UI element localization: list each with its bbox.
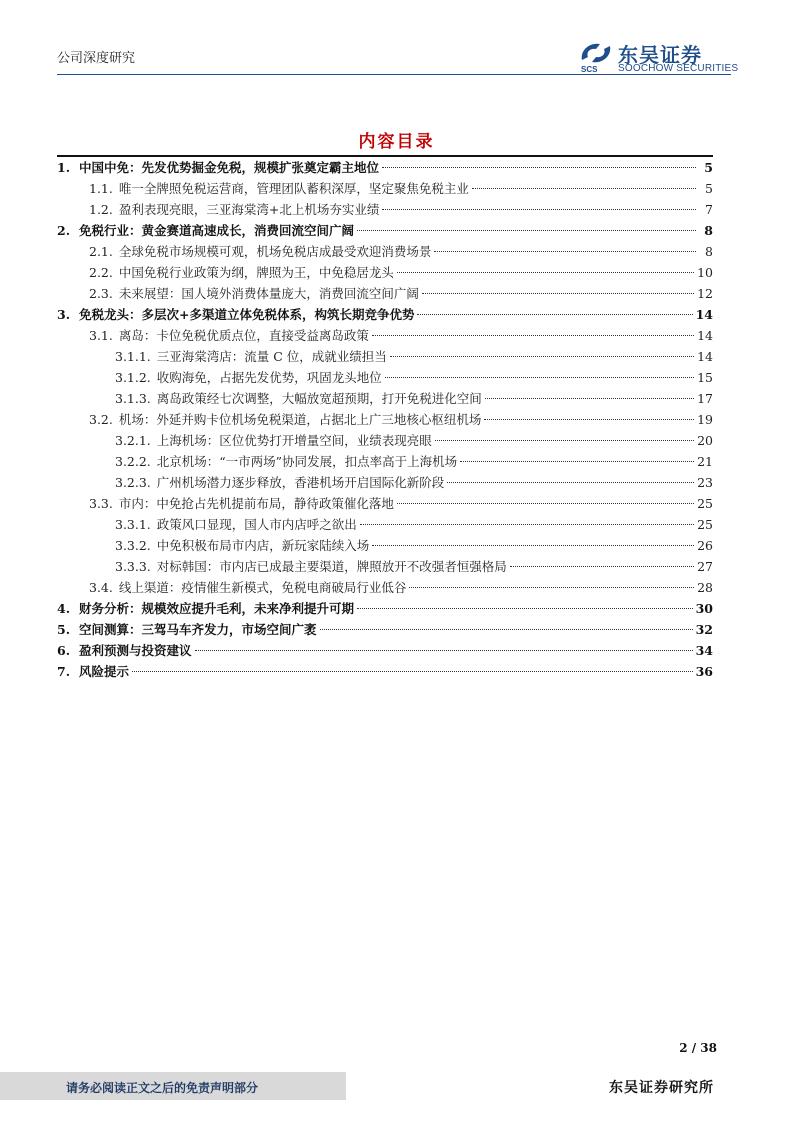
toc-dot-leader — [397, 272, 694, 273]
toc-dot-leader — [434, 251, 696, 252]
brand-logo — [578, 38, 738, 78]
toc-entry[interactable] — [57, 493, 713, 514]
toc-dot-leader — [372, 335, 694, 336]
toc-entry-title: 免税龙头：多层次+多渠道立体免税体系，构筑长期竞争优势 — [79, 307, 415, 322]
toc-dot-leader — [195, 650, 693, 651]
toc-entry-page: 26 — [697, 538, 713, 553]
toc-entry-title: 政策风口显现，国人市内店呼之欲出 — [156, 517, 357, 532]
toc-entry-page: 5 — [705, 181, 713, 196]
toc-entry-page: 10 — [697, 265, 713, 280]
toc-entry[interactable] — [57, 346, 713, 367]
toc-entry-page: 21 — [697, 454, 713, 469]
toc-entry[interactable] — [57, 430, 713, 451]
toc-entry-title: 北京机场：“一市两场”协同发展，扣点率高于上海机场 — [156, 454, 458, 469]
toc-entry-page: 25 — [697, 517, 713, 532]
toc-entry-page: 15 — [697, 370, 713, 385]
page-number: 2 / 38 — [679, 1041, 717, 1055]
toc-entry-title: 空间测算：三驾马车齐发力，市场空间广袤 — [79, 622, 317, 637]
toc-entry-number: 3.1.1. — [115, 349, 151, 364]
toc-dot-leader — [435, 440, 694, 441]
toc-entry-title: 上海机场：区位优势打开增量空间，业绩表现亮眼 — [156, 433, 432, 448]
toc-entry-title: 财务分析：规模效应提升毛利，未来净利提升可期 — [79, 601, 355, 616]
toc-entry-number: 1.1. — [89, 181, 113, 196]
toc-entry-page: 32 — [695, 622, 713, 637]
toc-entry-title: 机场：外延并购卡位机场免税渠道，占据北上广三地核心枢纽机场 — [118, 412, 482, 427]
toc-entry-title: 唯一全牌照免税运营商，管理团队蓄积深厚，坚定聚焦免税主业 — [118, 181, 469, 196]
toc-entry[interactable] — [57, 409, 713, 430]
toc-entry-number: 3. — [57, 307, 71, 322]
toc-dot-leader — [397, 503, 694, 504]
toc-dot-leader — [357, 230, 696, 231]
toc-entry-number: 3.1.3. — [115, 391, 151, 406]
toc-entry-page: 12 — [697, 286, 713, 301]
toc-entry[interactable] — [57, 640, 713, 661]
toc-dot-leader — [390, 356, 694, 357]
toc-entry[interactable] — [57, 514, 713, 535]
toc-entry[interactable] — [57, 262, 713, 283]
toc-entry-title: 广州机场潜力逐步释放，香港机场开启国际化新阶段 — [156, 475, 445, 490]
toc-entry[interactable] — [57, 178, 713, 199]
logo-english-name: SOOCHOW SECURITIES — [618, 63, 739, 74]
report-category: 公司深度研究 — [57, 51, 136, 66]
toc-dot-leader — [460, 461, 694, 462]
toc-dot-leader — [132, 671, 693, 672]
toc-entry-number: 3.2.1. — [115, 433, 151, 448]
toc-dot-leader — [382, 209, 696, 210]
logo-chinese-name: 东吴证券 — [618, 43, 702, 67]
toc-entry-number: 3.3. — [89, 496, 113, 511]
toc-entry-number: 3.1.2. — [115, 370, 151, 385]
toc-entry-page: 8 — [705, 244, 713, 259]
toc-entry-title: 收购海免，占据先发优势，巩固龙头地位 — [156, 370, 382, 385]
disclaimer-notice: 请务必阅读正文之后的免责声明部分 — [66, 1081, 259, 1095]
toc-entry[interactable] — [57, 619, 713, 640]
toc-dot-leader — [422, 293, 694, 294]
toc-entry-page: 14 — [697, 349, 713, 364]
toc-entry-number: 2.1. — [89, 244, 113, 259]
toc-entry-title: 对标韩国：市内店已成最主要渠道，牌照放开不改强者恒强格局 — [156, 559, 507, 574]
toc-entry-number: 6. — [57, 643, 71, 658]
toc-entry-number: 3.3.1. — [115, 517, 151, 532]
toc-title: 内容目录 — [358, 132, 435, 152]
toc-entry-number: 2.3. — [89, 286, 113, 301]
toc-entry[interactable] — [57, 388, 713, 409]
toc-entry-number: 3.2. — [89, 412, 113, 427]
toc-entry[interactable] — [57, 535, 713, 556]
toc-entry-title: 盈利预测与投资建议 — [79, 643, 192, 658]
toc-entry-number: 2.2. — [89, 265, 113, 280]
toc-entry-page: 17 — [697, 391, 713, 406]
toc-entry[interactable] — [57, 220, 713, 241]
toc-entry[interactable] — [57, 661, 713, 682]
toc-entry-title: 中免积极布局市内店，新玩家陆续入场 — [156, 538, 370, 553]
toc-entry-page: 36 — [695, 664, 713, 679]
toc-entry[interactable] — [57, 577, 713, 598]
soochow-logo-icon — [578, 40, 614, 66]
logo-mark-text: SCS — [581, 65, 598, 74]
toc-entry-number: 4. — [57, 601, 71, 616]
toc-entry-number: 1.2. — [89, 202, 113, 217]
toc-dot-leader — [360, 524, 694, 525]
toc-entry[interactable] — [57, 157, 713, 178]
toc-entry-title: 线上渠道：疫情催生新模式，免税电商破局行业低谷 — [118, 580, 407, 595]
toc-entry-page: 28 — [697, 580, 713, 595]
toc-entry-title: 风险提示 — [79, 664, 130, 679]
toc-entry[interactable] — [57, 598, 713, 619]
toc-entry-title: 全球免税市场规模可观，机场免税店成最受欢迎消费场景 — [118, 244, 432, 259]
toc-entry-title: 未来展望：国人境外消费体量庞大，消费回流空间广阔 — [118, 286, 419, 301]
toc-dot-leader — [447, 482, 694, 483]
toc-dot-leader — [382, 167, 696, 168]
toc-dot-leader — [320, 629, 693, 630]
toc-entry[interactable] — [57, 304, 713, 325]
toc-entry-title: 盈利表现亮眼，三亚海棠湾+北上机场夯实业绩 — [118, 202, 380, 217]
toc-entry[interactable] — [57, 556, 713, 577]
toc-entry-page: 14 — [695, 307, 713, 322]
toc-entry-number: 1. — [57, 160, 71, 175]
toc-entry-page: 8 — [704, 223, 713, 238]
toc-entry-page: 20 — [697, 433, 713, 448]
toc-entry[interactable] — [57, 283, 713, 304]
toc-entry-page: 25 — [697, 496, 713, 511]
toc-dot-leader — [472, 188, 696, 189]
toc-entry-number: 2. — [57, 223, 71, 238]
toc-entry-title: 离岛：卡位免税优质点位，直接受益离岛政策 — [118, 328, 369, 343]
toc-entry-title: 中国免税行业政策为纲，牌照为王，中免稳居龙头 — [118, 265, 394, 280]
toc-entry[interactable] — [57, 199, 713, 220]
toc-entry-page: 19 — [697, 412, 713, 427]
toc-entry-number: 3.3.3. — [115, 559, 151, 574]
toc-entry-number: 3.1. — [89, 328, 113, 343]
toc-entry-title: 中国中免：先发优势掘金免税，规模扩张奠定霸主地位 — [79, 160, 380, 175]
toc-entry-page: 7 — [705, 202, 713, 217]
toc-entry[interactable] — [57, 451, 713, 472]
toc-entry[interactable] — [57, 241, 713, 262]
toc-entry[interactable] — [57, 325, 713, 346]
toc-dot-leader — [417, 314, 692, 315]
toc-entry-title: 三亚海棠湾店：流量 C 位，成就业绩担当 — [156, 349, 387, 364]
toc-entry-title: 市内：中免抢占先机提前布局，静待政策催化落地 — [118, 496, 394, 511]
toc-dot-leader — [484, 419, 694, 420]
toc-entry-page: 14 — [697, 328, 713, 343]
footer-organization: 东吴证券研究所 — [609, 1080, 714, 1096]
toc-entry-page: 30 — [695, 601, 713, 616]
toc-entry-number: 3.3.2. — [115, 538, 151, 553]
toc-entry-number: 3.2.3. — [115, 475, 151, 490]
toc-entry-title: 离岛政策经七次调整，大幅放宽超预期，打开免税进化空间 — [156, 391, 482, 406]
toc-entry-number: 3.4. — [89, 580, 113, 595]
toc-entry-page: 5 — [704, 160, 713, 175]
toc-dot-leader — [372, 545, 694, 546]
toc-entry-title: 免税行业：黄金赛道高速成长，消费回流空间广阔 — [79, 223, 355, 238]
toc-dot-leader — [357, 608, 693, 609]
toc-dot-leader — [385, 377, 694, 378]
toc-entry-number: 7. — [57, 664, 71, 679]
toc-entry-number: 3.2.2. — [115, 454, 151, 469]
toc-entry-number: 5. — [57, 622, 71, 637]
toc-entry[interactable] — [57, 367, 713, 388]
toc-dot-leader — [409, 587, 694, 588]
toc-entry-page: 27 — [697, 559, 713, 574]
toc-dot-leader — [510, 566, 694, 567]
header-divider — [57, 74, 731, 75]
toc-entry-page: 23 — [697, 475, 713, 490]
toc-entry-page: 34 — [695, 643, 713, 658]
table-of-contents — [57, 157, 713, 682]
toc-entry[interactable] — [57, 472, 713, 493]
toc-dot-leader — [485, 398, 694, 399]
